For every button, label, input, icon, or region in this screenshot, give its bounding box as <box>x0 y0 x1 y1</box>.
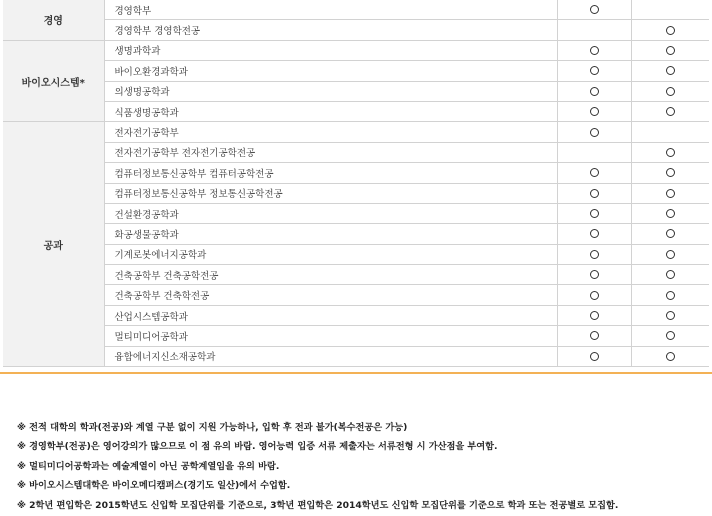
circle-mark-icon <box>666 250 675 259</box>
year2-availability-cell <box>557 61 631 81</box>
table-row <box>3 0 709 20</box>
circle-mark-icon <box>666 148 675 157</box>
department-name: 산업시스템공학과 <box>104 305 557 325</box>
year2-availability-cell <box>557 0 631 20</box>
year3-availability-cell <box>631 142 709 162</box>
note-item: ※ 전적 대학의 학과(전공)와 계열 구분 없이 지원 가능하나, 입학 후 전과 불가(복수전공은 가능) <box>17 422 408 433</box>
table-row <box>3 203 709 223</box>
circle-mark-icon <box>590 128 599 137</box>
year2-availability-cell <box>557 122 631 142</box>
department-name: 기계로봇에너지공학과 <box>104 244 557 264</box>
year3-availability-cell <box>631 224 709 244</box>
table-row <box>3 81 709 101</box>
circle-mark-icon <box>666 107 675 116</box>
year3-availability-cell <box>631 0 709 20</box>
table-row <box>3 305 709 325</box>
circle-mark-icon <box>666 291 675 300</box>
table-row <box>3 265 709 285</box>
circle-mark-icon <box>666 229 675 238</box>
college-name: 바이오시스템* <box>3 40 104 122</box>
circle-mark-icon <box>666 189 675 198</box>
circle-mark-icon <box>666 46 675 55</box>
department-name: 바이오환경과학과 <box>104 61 557 81</box>
circle-mark-icon <box>666 26 675 35</box>
circle-mark-icon <box>590 5 599 14</box>
notes-list <box>17 418 618 515</box>
circle-mark-icon <box>590 291 599 300</box>
circle-mark-icon <box>590 209 599 218</box>
circle-mark-icon <box>590 168 599 177</box>
year3-availability-cell <box>631 122 709 142</box>
table-row <box>3 224 709 244</box>
year3-availability-cell <box>631 101 709 121</box>
circle-mark-icon <box>590 46 599 55</box>
circle-mark-icon <box>666 270 675 279</box>
year2-availability-cell <box>557 346 631 366</box>
table-row <box>3 163 709 183</box>
circle-mark-icon <box>666 209 675 218</box>
circle-mark-icon <box>590 66 599 75</box>
year2-availability-cell <box>557 81 631 101</box>
department-name: 식품생명공학과 <box>104 101 557 121</box>
year2-availability-cell <box>557 305 631 325</box>
department-name: 전자전기공학부 <box>104 122 557 142</box>
table-row <box>3 183 709 203</box>
college-name: 경영 <box>3 0 104 40</box>
circle-mark-icon <box>590 311 599 320</box>
circle-mark-icon <box>590 331 599 340</box>
department-name: 건설환경공학과 <box>104 203 557 223</box>
table-row <box>3 346 709 366</box>
year2-availability-cell <box>557 285 631 305</box>
table-row <box>3 326 709 346</box>
note-item: ※ 경영학부(전공)은 영어강의가 많으므로 이 점 유의 바람. 영어능력 입증 서류 제출자는 서류전형 시 가산점을 부여함. <box>17 441 498 453</box>
table-row <box>3 285 709 305</box>
circle-mark-icon <box>590 87 599 96</box>
note-item: ※ 바이오시스템대학은 바이오메디캠퍼스(경기도 일산)에서 수업함. <box>17 480 291 492</box>
table-row <box>3 101 709 121</box>
department-table <box>3 0 709 367</box>
circle-mark-icon <box>590 352 599 361</box>
year2-availability-cell <box>557 183 631 203</box>
circle-mark-icon <box>666 331 675 340</box>
circle-mark-icon <box>590 229 599 238</box>
circle-mark-icon <box>666 87 675 96</box>
year3-availability-cell <box>631 61 709 81</box>
year2-availability-cell <box>557 101 631 121</box>
department-name: 컴퓨터정보통신공학부 컴퓨터공학전공 <box>104 163 557 183</box>
circle-mark-icon <box>666 168 675 177</box>
department-name: 경영학부 경영학전공 <box>104 20 557 40</box>
circle-mark-icon <box>666 352 675 361</box>
year3-availability-cell <box>631 81 709 101</box>
year2-availability-cell <box>557 20 631 40</box>
note-item: ※ 멀티미디어공학과는 예술계열이 아닌 공학계열임을 유의 바람. <box>17 460 280 472</box>
year2-availability-cell <box>557 163 631 183</box>
year2-availability-cell <box>557 224 631 244</box>
table-row <box>3 244 709 264</box>
year3-availability-cell <box>631 346 709 366</box>
department-name: 생명과학과 <box>104 40 557 60</box>
year3-availability-cell <box>631 265 709 285</box>
department-name: 경영학부 <box>104 0 557 20</box>
circle-mark-icon <box>590 270 599 279</box>
department-name: 건축공학부 건축학전공 <box>104 285 557 305</box>
year3-availability-cell <box>631 305 709 325</box>
year2-availability-cell <box>557 40 631 60</box>
year2-availability-cell <box>557 265 631 285</box>
department-name: 화공생물공학과 <box>104 224 557 244</box>
circle-mark-icon <box>590 250 599 259</box>
department-name: 멀티미디어공학과 <box>104 326 557 346</box>
table-row <box>3 122 709 142</box>
department-name: 융합에너지신소재공학과 <box>104 346 557 366</box>
year3-availability-cell <box>631 183 709 203</box>
year3-availability-cell <box>631 20 709 40</box>
year2-availability-cell <box>557 142 631 162</box>
department-name: 의생명공학과 <box>104 81 557 101</box>
department-table-body <box>3 0 709 367</box>
year2-availability-cell <box>557 203 631 223</box>
year3-availability-cell <box>631 163 709 183</box>
year3-availability-cell <box>631 203 709 223</box>
table-row <box>3 20 709 40</box>
year3-availability-cell <box>631 40 709 60</box>
circle-mark-icon <box>590 189 599 198</box>
note-item: ※ 2학년 편입학은 2015학년도 신입학 모집단위를 기준으로, 3학년 편입학은 2014학년도 신입학 모집단위를 기준으로 학과 또는 전공별로 모집함. <box>17 499 619 511</box>
table-row <box>3 40 709 60</box>
college-name: 공과 <box>3 122 104 367</box>
year2-availability-cell <box>557 244 631 264</box>
table-row <box>3 142 709 162</box>
section-divider <box>0 372 712 374</box>
year3-availability-cell <box>631 244 709 264</box>
circle-mark-icon <box>666 66 675 75</box>
department-name: 전자전기공학부 전자전기공학전공 <box>104 142 557 162</box>
table-row <box>3 61 709 81</box>
department-name: 컴퓨터정보통신공학부 정보통신공학전공 <box>104 183 557 203</box>
department-name: 건축공학부 건축공학전공 <box>104 265 557 285</box>
circle-mark-icon <box>590 107 599 116</box>
year3-availability-cell <box>631 326 709 346</box>
year3-availability-cell <box>631 285 709 305</box>
year2-availability-cell <box>557 326 631 346</box>
circle-mark-icon <box>666 311 675 320</box>
